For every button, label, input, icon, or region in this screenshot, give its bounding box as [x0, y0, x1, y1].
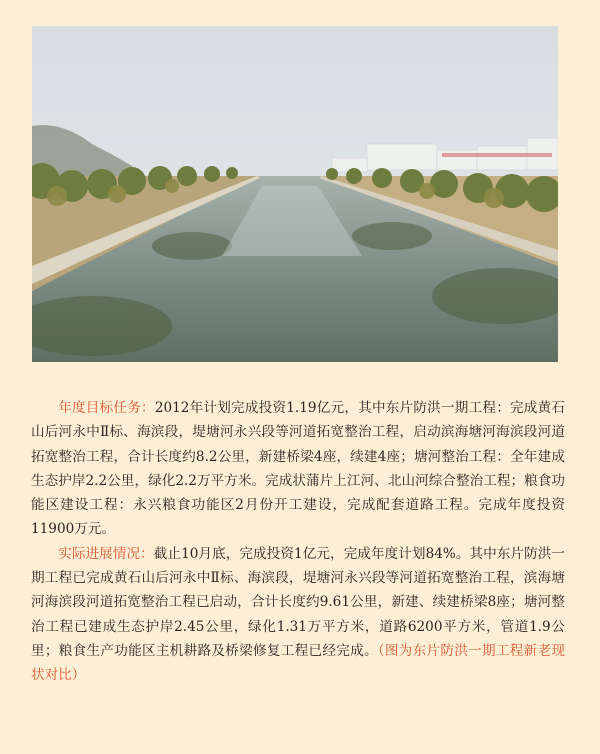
annual-target-paragraph — [31, 396, 565, 542]
annual-target-label: 年度目标任务： — [58, 400, 155, 416]
actual-progress-text: 截止10月底，完成投资1亿元，完成年度计划84%。其中东片防洪一期工程已完成黄石山后河永中Ⅱ标、海滨段，堤塘河永兴段等河道拓宽整治工程，滨海塘河海滨段河道拓宽整治工程已启动，合计长度约9.61公里，新建、续建桥梁8座；塘河整治工程已建成生态护岸2.45公里，绿化1.31万平方米，道路6200平方米，管道1.9公里；粮食生产功能区主机耕路及桥梁修复工程已经完成。 — [31, 545, 565, 659]
article-body — [31, 396, 565, 688]
actual-progress-label: 实际进展情况： — [58, 545, 154, 562]
photo-caption: （图为东片防洪一期工程新老现状对比） — [31, 642, 565, 684]
river-photo — [32, 26, 558, 362]
annual-target-text: 2012年计划完成投资1.19亿元，其中东片防洪一期工程：完成黄石山后河永中Ⅱ标、海滨段，堤塘河永兴段等河道拓宽整治工程，启动滨海塘河海滨段河道拓宽整治工程，合计长度约8.2公里，新建桥梁4座，续建4座；塘河整治工程：全年建成生态护岸2.2公里，绿化2.2万平方米。完成状蒲片上江河、北山河综合整治工程；粮食功能区建设工程：永兴粮食功能区2月份开工建设，完成配套道路工程。完成年度投资11900万元。 — [31, 400, 566, 538]
actual-progress-paragraph — [31, 542, 565, 688]
river-photo-image — [32, 26, 558, 362]
